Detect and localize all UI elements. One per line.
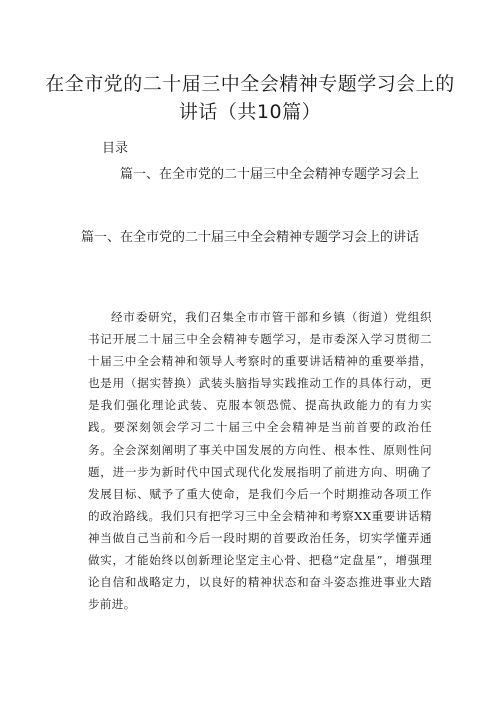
body-paragraph: 经市委研究，我们召集全市市管干部和乡镇（街道）党组织书记开展二十届三中全会精神专题学习，是市委深入学习贯彻二十届三中全会精神和领导人考察时的重要讲话精神的重要举措，也是用（据实替换）武装头脑指导实践推动工作的具体行动，更是我们强化理论武装、克服本领恐慌、提高执政能力的有力实践。要深刻领会学习二十届三中全会精神是当前首要的政治任务。全会深刻阐明了事关中国发展的方向性、根本性、原则性问题，进一步为新时代中国式现代化发展指明了前进方向、明确了发展目标、赋予了重大使命，是我们今后一个时期推动各项工作的政治路线。我们只有把学习三中全会精神和考察XX重要讲话精神当做自己当前和今后一段时期的首要政治任务，切实学懂弄通做实，才能始终以创新理论坚定主心骨、把稳“定盘星”，增强理论自信和战略定力，以良好的精神状态和奋斗姿态推进事业大踏步前进。: [88, 310, 432, 612]
section-title: 篇一、在全市党的二十届三中全会精神专题学习会上的讲话: [80, 230, 419, 245]
document-title: 在全市党的二十届三中全会精神专题学习会上的讲话（共10篇）: [45, 73, 455, 123]
toc-heading: 目录: [102, 141, 129, 156]
toc-item[interactable]: 篇一、在全市党的二十届三中全会精神专题学习会上: [120, 167, 420, 182]
